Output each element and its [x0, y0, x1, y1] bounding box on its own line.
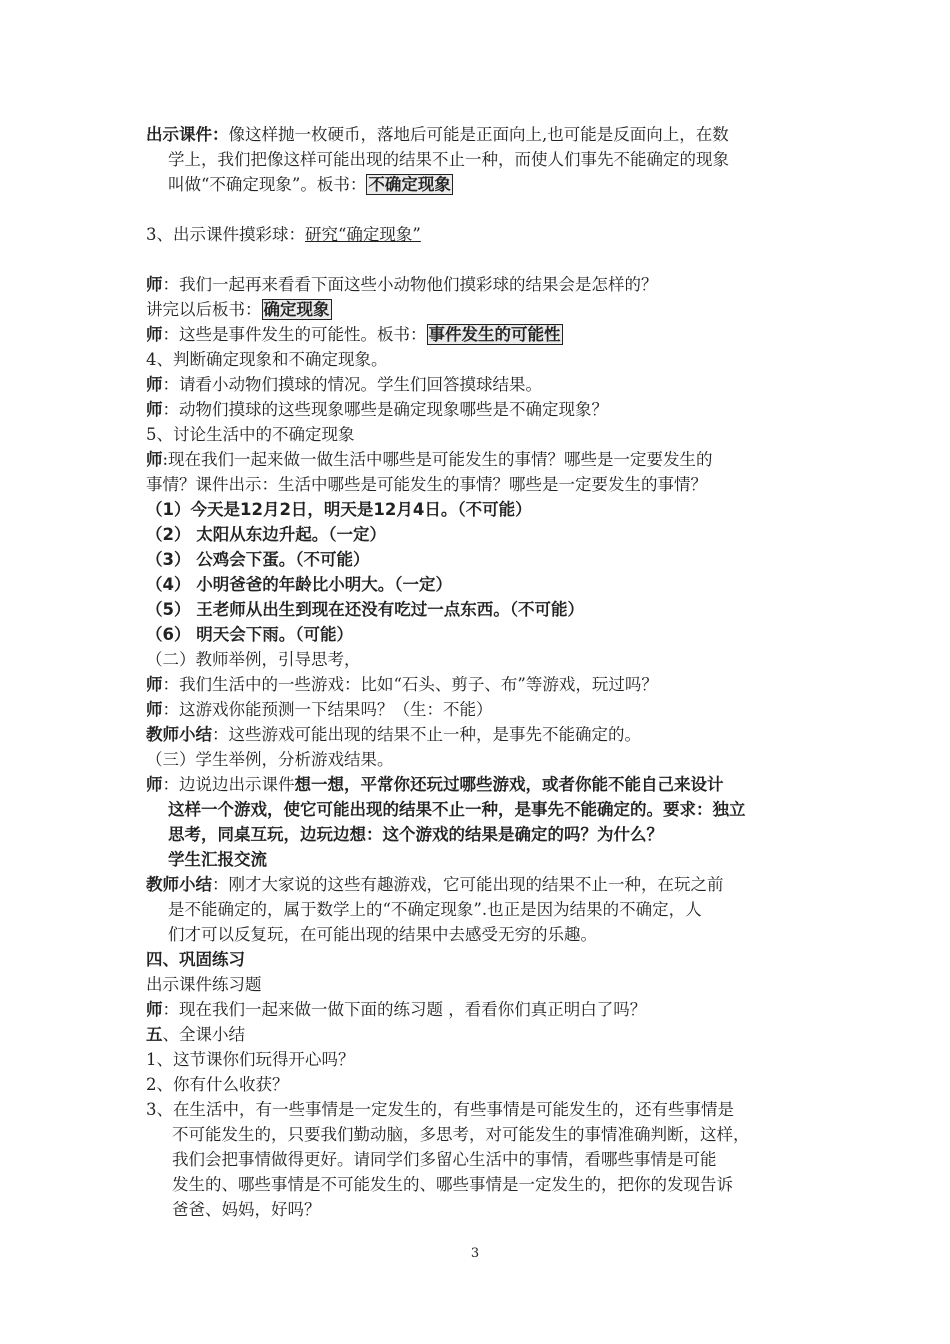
summary-question-3c: 我们会把事情做得更好。请同学们多留心生活中的事情，看哪些事情是可能 — [172, 1150, 717, 1169]
section-4-heading: 4、判断确定现象和不确定现象。 — [146, 350, 388, 369]
summary-question-2: 2、你有什么收获？ — [146, 1075, 289, 1094]
list-item: （2） 太阳从东边升起。（一定） — [146, 525, 386, 544]
board-possibility-box: 事件发生的可能性 — [428, 325, 561, 344]
teacher-summary-2c: 们才可以反复玩，在可能出现的结果中去感受无穷的乐趣。 — [168, 925, 597, 944]
section-3-heading: 3、出示课件摸彩球：研究“确定现象” — [146, 225, 421, 244]
teacher-line-8c: 思考，同桌互玩，边玩边想：这个游戏的结果是确定的吗？为什么？ — [168, 825, 663, 844]
teacher-line-9: 师：现在我们一起来做一做下面的练习题 ，看看你们真正明白了吗？ — [146, 1000, 647, 1019]
section-five-heading: 五、全课小结 — [146, 1025, 245, 1044]
subsection-3-heading: （三）学生举例，分析游戏结果。 — [146, 750, 394, 769]
teacher-line-4: 师：动物们摸球的这些现象哪些是确定现象哪些是不确定现象？ — [146, 400, 608, 419]
section-3-underlined: 研究“确定现象” — [305, 225, 421, 244]
teacher-summary-1: 教师小结：这些游戏可能出现的结果不止一种，是事先不能确定的。 — [146, 725, 641, 744]
teacher-line-5a: 师:现在我们一起来做一做生活中哪些是可能发生的事情？哪些是一定要发生的 — [146, 450, 713, 469]
teacher-line-8b: 这样一个游戏，使它可能出现的结果不止一种，是事先不能确定的。要求：独立 — [168, 800, 746, 819]
summary-question-3b: 不可能发生的，只要我们勤动脑，多思考，对可能发生的事情准确判断，这样， — [172, 1125, 750, 1144]
courseware-para-line2: 学上，我们把像这样可能出现的结果不止一种，而使人们事先不能确定的现象 — [168, 150, 729, 169]
subsection-2-heading: （二）教师举例，引导思考， — [146, 650, 361, 669]
summary-question-1: 1、这节课你们玩得开心吗？ — [146, 1050, 355, 1069]
teacher-line-7: 师：这游戏你能预测一下结果吗？（生：不能） — [146, 700, 493, 719]
board-uncertain-box: 不确定现象 — [368, 175, 451, 194]
teacher-line-2: 师：这些是事件发生的可能性。板书： 事件发生的可能性 — [146, 325, 561, 344]
summary-question-3d: 发生的、哪些事情是不可能发生的、哪些事情是一定发生的，把你的发现告诉 — [172, 1175, 733, 1194]
list-item: （1）今天是12月2日，明天是12月4日。（不可能） — [146, 500, 532, 519]
teacher-line-8a: 师：边说边出示课件想一想，平常你还玩过哪些游戏，或者你能不能自己来设计 — [146, 775, 724, 794]
summary-question-3e: 爸爸、妈妈，好吗？ — [172, 1200, 321, 1219]
teacher-summary-2a: 教师小结：刚才大家说的这些有趣游戏，它可能出现的结果不止一种，在玩之前 — [146, 875, 724, 894]
list-item: （5） 王老师从出生到现在还没有吃过一点东西。（不可能） — [146, 600, 584, 619]
courseware-label: 出示课件： — [146, 125, 229, 144]
courseware-para-line1: 出示课件：像这样抛一枚硬币，落地后可能是正面向上,也可能是反面向上，在数 — [146, 125, 729, 144]
student-report: 学生汇报交流 — [168, 850, 267, 869]
exercise-line: 出示课件练习题 — [146, 975, 262, 994]
teacher-line-6: 师：我们生活中的一些游戏：比如“石头、剪子、布”等游戏，玩过吗？ — [146, 675, 658, 694]
teacher-summary-2b: 是不能确定的，属于数学上的“不确定现象”.也正是因为结果的不确定，人 — [168, 900, 702, 919]
list-item: （6） 明天会下雨。（可能） — [146, 625, 353, 644]
teacher-line-3: 师：请看小动物们摸球的情况。学生们回答摸球结果。 — [146, 375, 542, 394]
section-5-heading: 5、讨论生活中的不确定现象 — [146, 425, 355, 444]
board-certain-box: 确定现象 — [263, 300, 330, 319]
board-line: 讲完以后板书： 确定现象 — [146, 300, 330, 319]
courseware-para-line3: 叫做“不确定现象”。板书： 不确定现象 — [168, 175, 451, 194]
section-four-heading: 四、巩固练习 — [146, 950, 245, 969]
page-number: 3 — [470, 1246, 480, 1261]
lesson-content — [146, 122, 810, 1222]
teacher-line-5b: 事情？课件出示：生活中哪些是可能发生的事情？哪些是一定要发生的事情？ — [146, 475, 707, 494]
summary-question-3a: 3、在生活中，有一些事情是一定发生的，有些事情是可能发生的，还有些事情是 — [146, 1100, 734, 1119]
list-item: （3） 公鸡会下蛋。（不可能） — [146, 550, 370, 569]
list-item: （4） 小明爸爸的年龄比小明大。（一定） — [146, 575, 452, 594]
teacher-line-1: 师：我们一起再来看看下面这些小动物他们摸彩球的结果会是怎样的？ — [146, 275, 658, 294]
